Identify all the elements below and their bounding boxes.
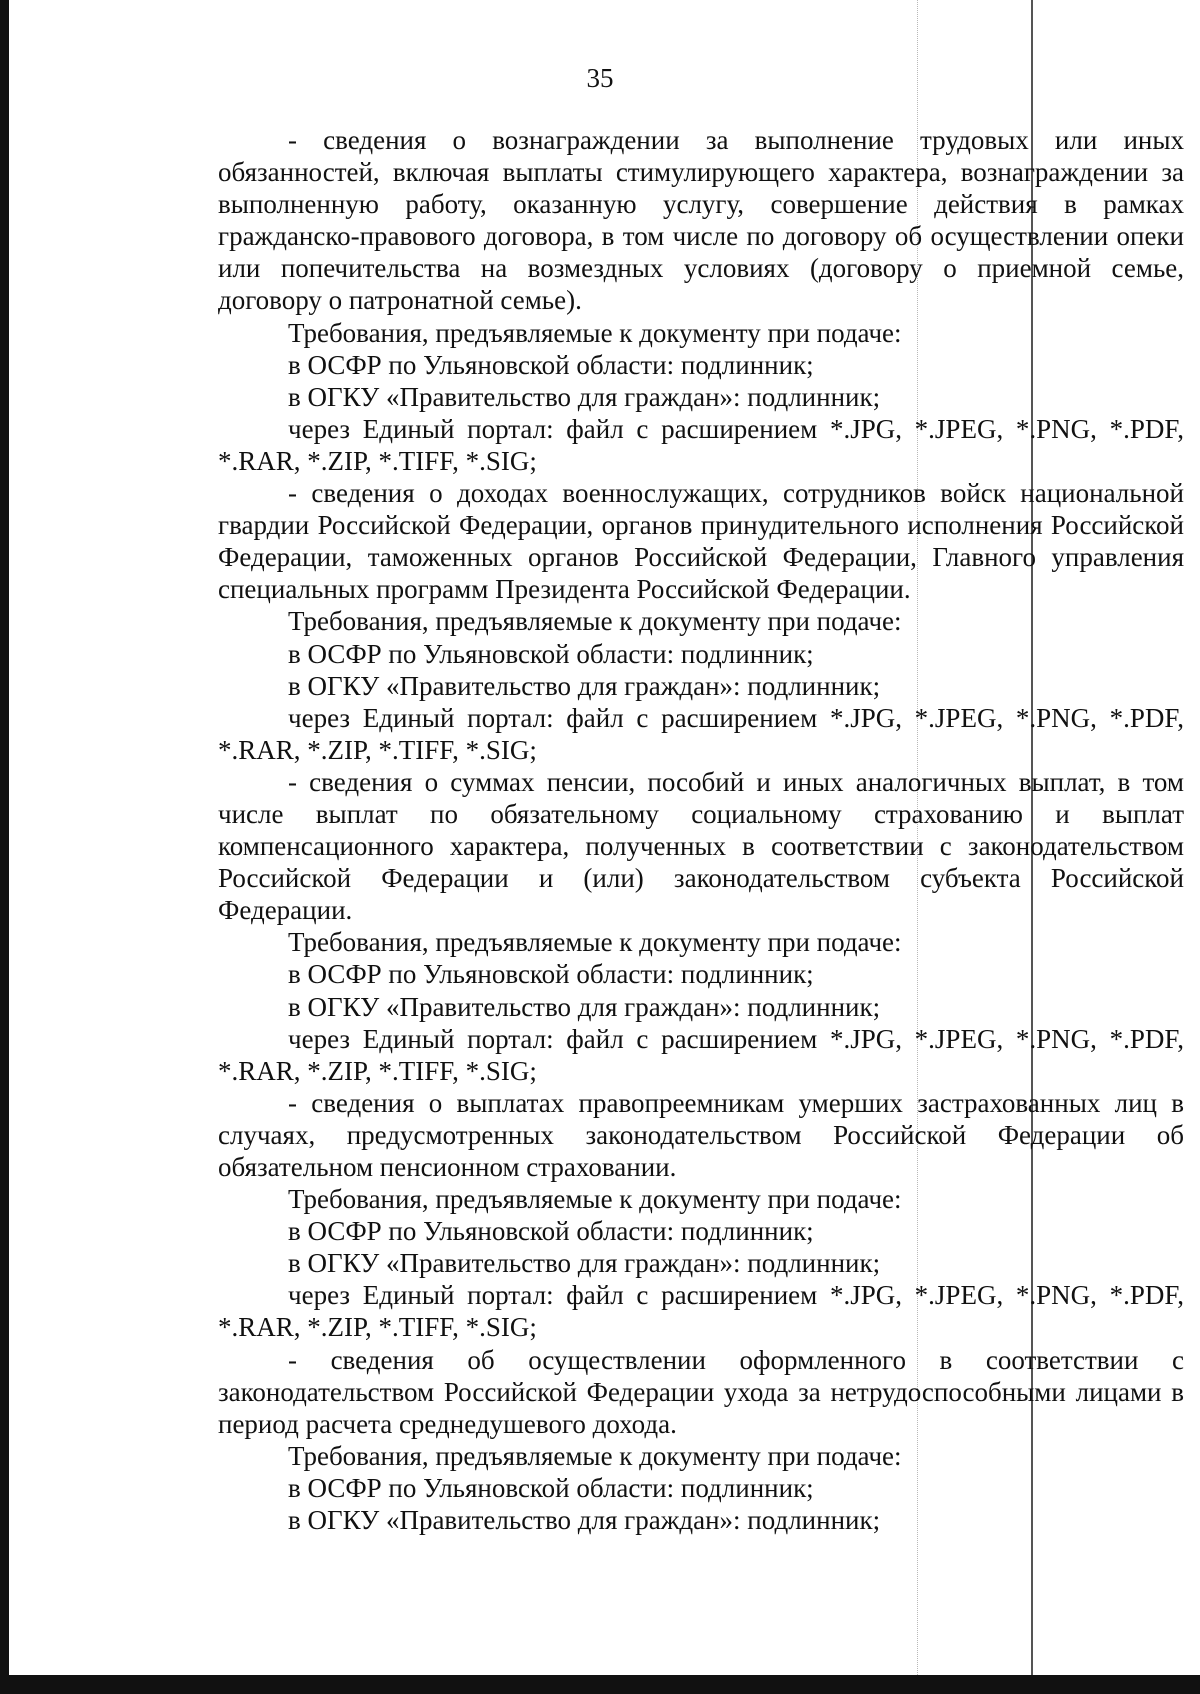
requirement-ogku: в ОГКУ «Правительство для граждан»: подлинник; <box>288 670 881 701</box>
document-section <box>218 766 1184 1087</box>
requirement-portal: через Единый портал: файл с расширением *.JPG, *.JPEG, *.PNG, *.PDF, *.RAR, *.ZIP, *.TIFF, *.SIG; <box>218 1280 1184 1343</box>
requirement-ogku: в ОГКУ «Правительство для граждан»: подлинник; <box>288 991 881 1022</box>
requirements-heading: Требования, предъявляемые к документу при подаче: <box>288 927 902 958</box>
requirement-portal: через Единый портал: файл с расширением *.JPG, *.JPEG, *.PNG, *.PDF, *.RAR, *.ZIP, *.TIFF, *.SIG; <box>218 702 1184 765</box>
document-section <box>218 1087 1184 1344</box>
requirement-osfr: в ОСФР по Ульяновской области: подлинник; <box>288 959 814 990</box>
requirement-osfr: в ОСФР по Ульяновской области: подлинник; <box>288 1472 814 1503</box>
requirement-portal: через Единый портал: файл с расширением *.JPG, *.JPEG, *.PNG, *.PDF, *.RAR, *.ZIP, *.TIFF, *.SIG; <box>218 1023 1184 1086</box>
requirement-ogku: в ОГКУ «Правительство для граждан»: подлинник; <box>288 1248 881 1279</box>
list-item-text: - сведения о вознаграждении за выполнение трудовых или иных обязанностей, включая выплаты стимулирующего характера, вознаграждении за выполненную работу, оказанную услугу, совершение действия в рамках гражданско-правового договора, в том числе по договору об осуществлении опеки или попечительства на возмездных условиях (договору о приемной семье, договору о патронатной семье). <box>218 125 1184 316</box>
list-item-text: - сведения о выплатах правопреемникам умерших застрахованных лиц в случаях, предусмотренных законодательством Российской Федерации об обязательном пенсионном страховании. <box>218 1087 1184 1182</box>
document-body <box>218 124 1184 1536</box>
requirement-osfr: в ОСФР по Ульяновской области: подлинник; <box>288 1216 814 1247</box>
requirement-osfr: в ОСФР по Ульяновской области: подлинник; <box>288 349 814 380</box>
requirement-osfr: в ОСФР по Ульяновской области: подлинник; <box>288 638 814 669</box>
document-section <box>218 1344 1184 1537</box>
scan-left-edge <box>0 0 9 1694</box>
page-number: 35 <box>586 63 614 93</box>
list-item-text: - сведения об осуществлении оформленного в соответствии с законодательством Российской Федерации ухода за нетрудоспособными лицами в период расчета среднедушевого дохода. <box>218 1344 1184 1439</box>
requirements-heading: Требования, предъявляемые к документу при подаче: <box>288 606 902 637</box>
scan-bottom-edge <box>0 1675 1200 1694</box>
list-item-text: - сведения о доходах военнослужащих, сотрудников войск национальной гвардии Российской Федерации, органов принудительного исполнения Российской Федерации, таможенных органов Российской Федерации, Главного управления специальных программ Президента Российской Федерации. <box>218 478 1184 605</box>
requirements-heading: Требования, предъявляемые к документу при подаче: <box>288 317 902 348</box>
requirements-heading: Требования, предъявляемые к документу при подаче: <box>288 1184 902 1215</box>
document-section <box>218 477 1184 766</box>
requirements-heading: Требования, предъявляемые к документу при подаче: <box>288 1440 902 1471</box>
requirement-ogku: в ОГКУ «Правительство для граждан»: подлинник; <box>288 381 881 412</box>
requirement-portal: через Единый портал: файл с расширением *.JPG, *.JPEG, *.PNG, *.PDF, *.RAR, *.ZIP, *.TIFF, *.SIG; <box>218 413 1184 476</box>
document-section <box>218 124 1184 477</box>
requirement-ogku: в ОГКУ «Правительство для граждан»: подлинник; <box>288 1505 881 1536</box>
list-item-text: - сведения о суммах пенсии, пособий и иных аналогичных выплат, в том числе выплат по обязательному социальному страхованию и выплат компенсационного характера, полученных в соответствии с законодательством Российской Федерации и (или) законодательством субъекта Российской Федерации. <box>218 766 1184 926</box>
